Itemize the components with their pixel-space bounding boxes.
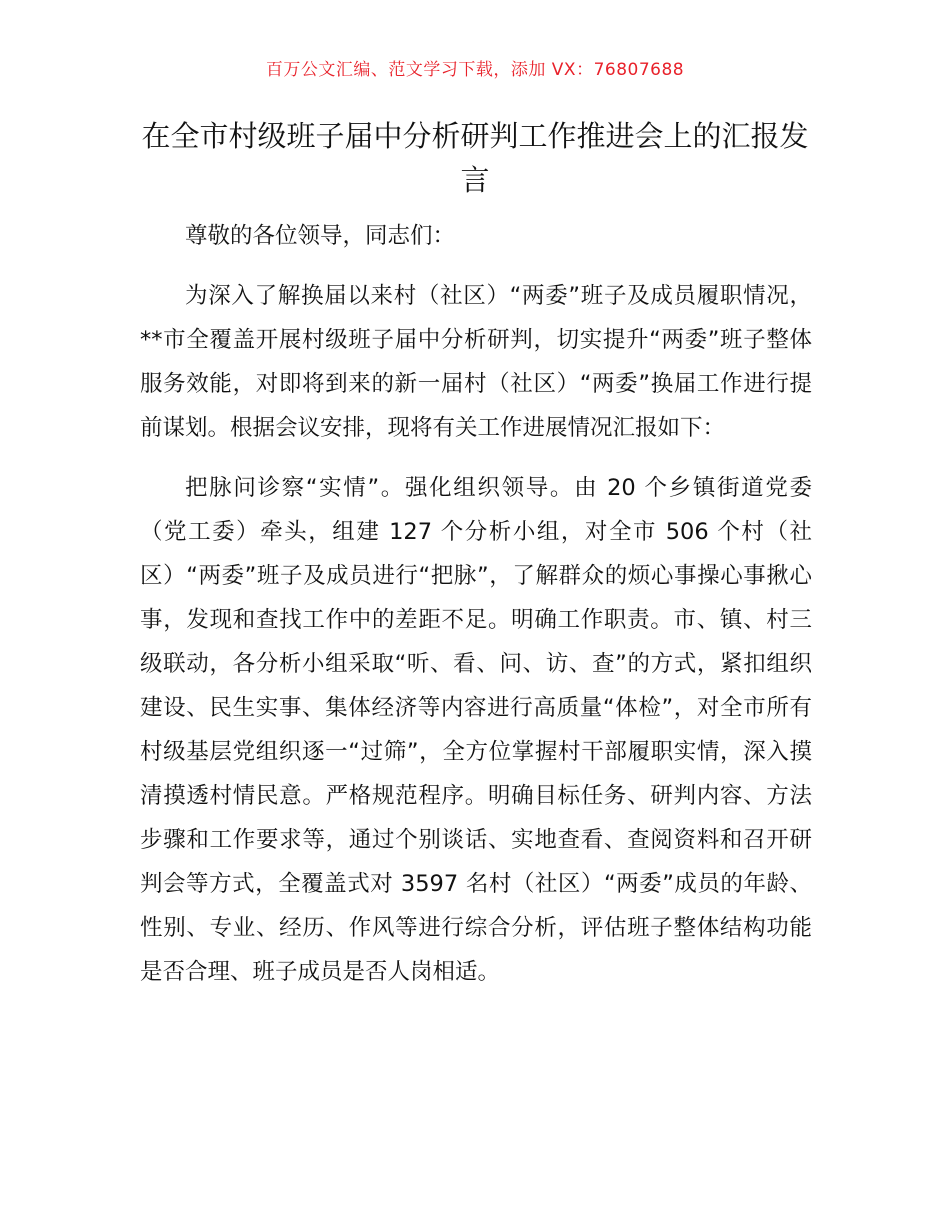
greeting: 尊敬的各位领导，同志们： [185,223,456,249]
paragraph-intro: 为深入了解换届以来村（社区）“两委”班子及成员履职情况，**市全覆盖开展村级班子届中分析研判，切实提升“两委”班子整体服务效能，对即将到来的新一届村（社区）“两委”换届工作进行提前谋划。根据会议安排，现将有关工作进展情况汇报如下： [140,283,812,441]
document-body [140,214,812,1010]
document-title: 在全市村级班子届中分析研判工作推进会上的汇报发言 [141,119,809,197]
header-note: 百万公文汇编、范文学习下载，添加 VX：76807688 [265,60,685,80]
paragraph-diagnosis: 把脉问诊察“实情”。强化组织领导。由 20 个乡镇街道党委（党工委）牵头，组建 127 个分析小组，对全市 506 个村（社区）“两委”班子及成员进行“把脉”，了解群众的烦心事操心事揪心事，发现和查找工作中的差距不足。明确工作职责。市、镇、村三级联动，各分析小组采取“听、看、问、访、查”的方式，紧扣组织建设、民生实事、集体经济等内容进行高质量“体检”，对全市所有村级基层党组织逐一“过筛”，全方位掌握村干部履职实情，深入摸清摸透村情民意。严格规范程序。明确目标任务、研判内容、方法步骤和工作要求等，通过个别谈话、实地查看、查阅资料和召开研判会等方式，全覆盖式对 3597 名村（社区）“两委”成员的年龄、性别、专业、经历、作风等进行综合分析，评估班子整体结构功能是否合理、班子成员是否人岗相适。 [140,475,812,985]
